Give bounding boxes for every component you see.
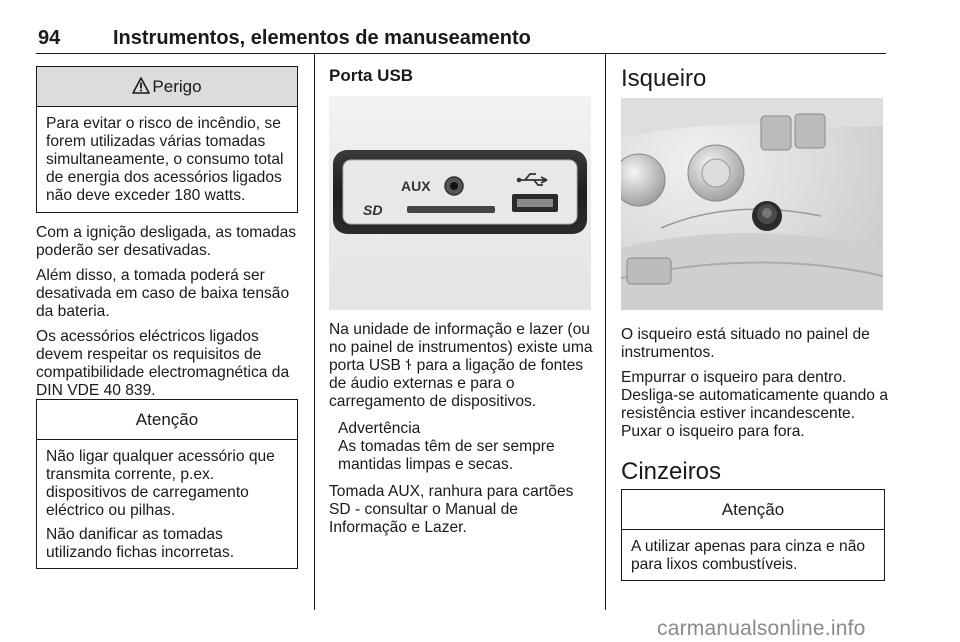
paragraph [329, 321, 597, 411]
page-number: 94 [38, 27, 61, 49]
page-header-title: Instrumentos, elementos de manuseamento [113, 27, 531, 49]
lighter-section-heading: Isqueiro [621, 65, 707, 92]
usb-icon [405, 358, 412, 371]
paragraph: Empurrar o isqueiro para dentro. Desliga-se automaticamente quando a resistência estiver incandescente. Puxar o isqueiro para fora. [621, 369, 888, 440]
watermark: carmanualsonline.info [657, 617, 866, 640]
usb-note [338, 420, 598, 474]
column-divider-2 [605, 54, 606, 610]
usb-port-illustration [329, 96, 591, 310]
column-divider-1 [314, 54, 315, 610]
caution-box-body [37, 440, 297, 576]
caution-box-header [37, 400, 297, 440]
caution-box-title: Atenção [721, 500, 785, 519]
left-column-text [36, 224, 301, 407]
caution-box-sockets [36, 399, 298, 569]
aux-sd-paragraph [329, 483, 597, 544]
note-text: As tomadas têm de ser sempre mantidas limpas e secas. [338, 438, 555, 473]
caution-box-body [622, 530, 884, 588]
usb-section-heading: Porta USB [329, 66, 414, 85]
paragraph: Tomada AUX, ranhura para cartões SD - consultar o Manual de Informação e Lazer. [329, 483, 574, 536]
aux-label: AUX [401, 178, 431, 194]
danger-box-title: Perigo [152, 77, 202, 96]
caution-paragraph: Não ligar qualquer acessório que transmita corrente, p.ex. dispositivos de carregamento eléctrico ou pilhas. [46, 448, 275, 519]
danger-box [36, 66, 298, 213]
paragraph: Com a ignição desligada, as tomadas poderão ser desativadas. [36, 224, 297, 259]
usb-description [329, 321, 597, 411]
ashtray-section-heading: Cinzeiros [621, 458, 722, 485]
paragraph: O isqueiro está situado no painel de instrumentos. [621, 326, 870, 361]
caution-box-title: Atenção [135, 410, 199, 429]
caution-box-header [622, 490, 884, 530]
note-title: Advertência [338, 420, 421, 437]
sd-label: SD [363, 202, 383, 218]
caution-box-ashtray [621, 489, 885, 581]
header-rule [36, 53, 886, 54]
usb-text-part-1: Na unidade de informação e lazer (ou no painel de instrumentos) existe uma porta USB [329, 321, 593, 374]
caution-paragraph: Não danificar as tomadas utilizando fichas incorretas. [46, 526, 235, 561]
usb-text-part-2: para a ligação de fontes de áudio externas e para o carregamento de dispositivos. [329, 357, 584, 410]
paragraph: Os acessórios eléctricos ligados devem respeitar os requisitos de compatibilidade electromagnética da DIN VDE 40 839. [36, 328, 290, 399]
danger-box-header [37, 67, 297, 107]
paragraph: Além disso, a tomada poderá ser desativada em caso de baixa tensão da bateria. [36, 267, 290, 320]
caution-paragraph: A utilizar apenas para cinza e não para lixos combustíveis. [631, 538, 866, 573]
lighter-description [621, 326, 889, 448]
danger-box-text: Para evitar o risco de incêndio, se forem utilizadas várias tomadas simultaneamente, o consumo total de energia dos acessórios ligados não deve exceder 180 watts. [46, 115, 284, 204]
lighter-illustration [621, 98, 883, 310]
warning-triangle-icon [132, 77, 150, 94]
danger-box-body [37, 107, 297, 219]
